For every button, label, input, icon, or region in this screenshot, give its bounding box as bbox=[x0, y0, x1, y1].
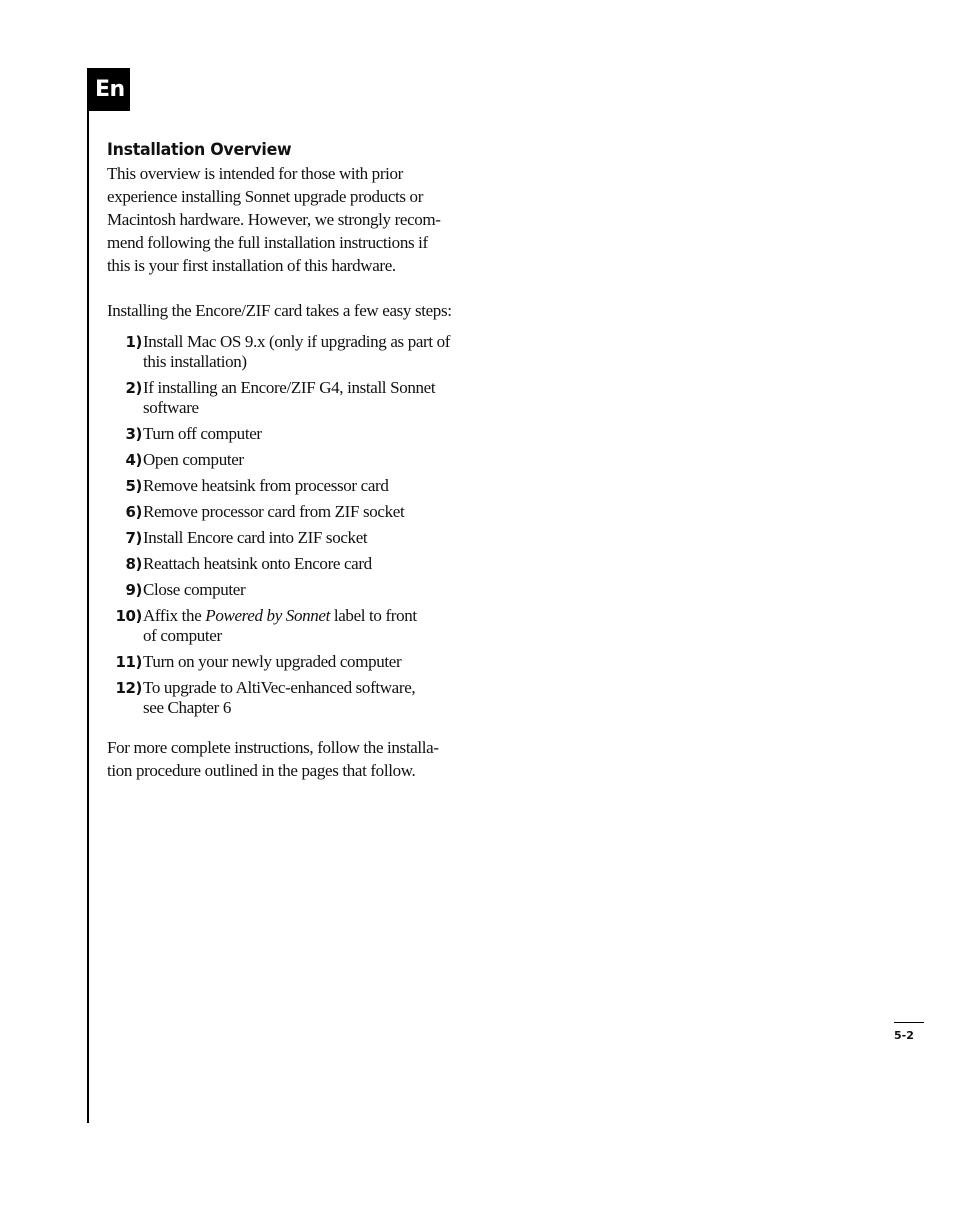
language-tab: En bbox=[87, 68, 130, 111]
step-text: Remove heatsink from processor card bbox=[143, 476, 389, 495]
product-label-name: Powered by Sonnet bbox=[205, 606, 330, 625]
step-text: Install Mac OS 9.x (only if upgrading as part of this installation) bbox=[143, 332, 451, 371]
step-text: Install Encore card into ZIF socket bbox=[143, 528, 368, 547]
step-text: Close computer bbox=[143, 580, 246, 599]
intro-line: This overview is intended for those with prior bbox=[107, 164, 403, 183]
step-text: Remove processor card from ZIF socket bbox=[143, 502, 405, 521]
closing-line: tion procedure outlined in the pages that follow. bbox=[107, 761, 416, 780]
step-text: Reattach heatsink onto Encore card bbox=[143, 554, 372, 573]
intro-line: Macintosh hardware. However, we strongly recom- bbox=[107, 210, 441, 229]
list-item bbox=[107, 678, 477, 718]
step-number: 8) bbox=[125, 555, 142, 573]
list-item bbox=[107, 554, 477, 574]
step-text: Turn off computer bbox=[143, 424, 262, 443]
list-item bbox=[107, 332, 477, 372]
section-heading: Installation Overview bbox=[107, 140, 292, 160]
step-number: 2) bbox=[125, 379, 142, 397]
step-number: 1) bbox=[125, 333, 142, 351]
step-number: 12) bbox=[115, 679, 142, 697]
list-item bbox=[107, 476, 477, 496]
margin-rule bbox=[87, 68, 89, 1123]
step-text: To upgrade to AltiVec-enhanced software, see Chapter 6 bbox=[143, 678, 416, 717]
step-number: 5) bbox=[125, 477, 142, 495]
list-item bbox=[107, 424, 477, 444]
closing-paragraph bbox=[107, 736, 477, 782]
intro-line: this is your first installation of this hardware. bbox=[107, 256, 396, 275]
page-number: 5-2 bbox=[894, 1029, 914, 1042]
step-number: 10) bbox=[115, 607, 142, 625]
list-item bbox=[107, 528, 477, 548]
step-number: 6) bbox=[125, 503, 142, 521]
step-text: If installing an Encore/ZIF G4, install Sonnet software bbox=[143, 378, 436, 417]
step-number: 11) bbox=[115, 653, 142, 671]
step-text: Open computer bbox=[143, 450, 244, 469]
closing-line: For more complete instructions, follow the installa- bbox=[107, 738, 439, 757]
step-number: 3) bbox=[125, 425, 142, 443]
list-item bbox=[107, 606, 477, 646]
step-text: Affix the Powered by Sonnet label to front of computer bbox=[143, 606, 417, 645]
step-number: 7) bbox=[125, 529, 142, 547]
list-item bbox=[107, 378, 477, 418]
list-item bbox=[107, 502, 477, 522]
page-number-rule bbox=[894, 1022, 924, 1023]
intro-line: experience installing Sonnet upgrade products or bbox=[107, 187, 424, 206]
main-content bbox=[107, 138, 477, 782]
step-number: 9) bbox=[125, 581, 142, 599]
steps-lead: Installing the Encore/ZIF card takes a few easy steps: bbox=[107, 301, 452, 320]
intro-line: mend following the full installation instructions if bbox=[107, 233, 428, 252]
step-number: 4) bbox=[125, 451, 142, 469]
steps-list bbox=[107, 332, 477, 718]
list-item bbox=[107, 450, 477, 470]
step-text: Turn on your newly upgraded computer bbox=[143, 652, 402, 671]
intro-paragraph bbox=[107, 162, 477, 277]
list-item bbox=[107, 580, 477, 600]
list-item bbox=[107, 652, 477, 672]
